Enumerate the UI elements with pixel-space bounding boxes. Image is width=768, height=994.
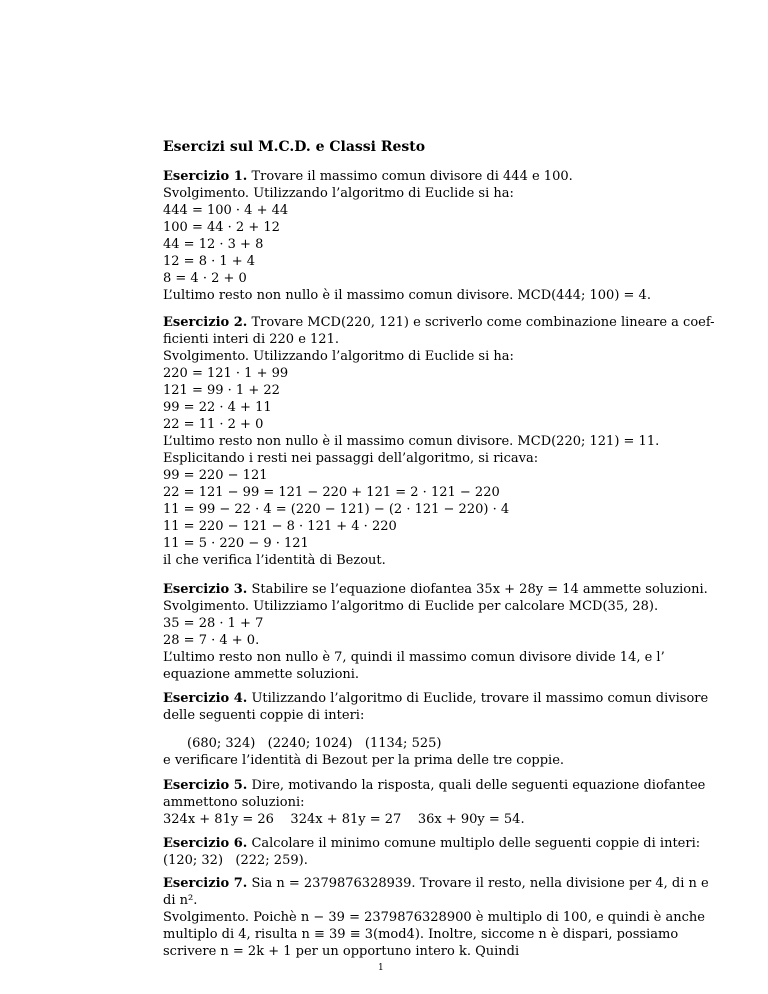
equation-line: 121 = 99 · 1 + 22 — [163, 383, 280, 398]
exercise-heading: Esercizio 5. — [163, 778, 248, 793]
text-line: L’ultimo resto non nullo è il massimo comun divisore. MCD(220; 121) = 11. — [163, 434, 660, 449]
exercise-7 — [163, 875, 709, 960]
equation-line: 100 = 44 · 2 + 12 — [163, 220, 280, 235]
exercise-2 — [163, 314, 715, 569]
exercise-text: Stabilire se l’equazione diofantea 35x + 28y = 14 ammette soluzioni. — [251, 582, 708, 597]
exercise-text: Sia n = 2379876328939. Trovare il resto, nella divisione per 4, di n e — [251, 876, 709, 891]
equation-line: 8 = 4 · 2 + 0 — [163, 271, 247, 286]
equation-line: 44 = 12 · 3 + 8 — [163, 237, 264, 252]
exercise-5 — [163, 777, 706, 828]
equation-line: 99 = 220 − 121 — [163, 468, 268, 483]
equation-line: 444 = 100 · 4 + 44 — [163, 203, 289, 218]
exercise-text: ficienti interi di 220 e 121. — [163, 332, 339, 347]
exercise-text: Dire, motivando la risposta, quali delle seguenti equazione diofantee — [251, 778, 706, 793]
text-line: multiplo di 4, risulta n ≡ 39 ≡ 3(mod4). Inoltre, siccome n è dispari, possiamo — [163, 927, 679, 942]
text-line: scrivere n = 2k + 1 per un opportuno intero k. Quindi — [163, 944, 520, 959]
exercise-text: Trovare MCD(220, 121) e scriverlo come combinazione lineare a coef- — [251, 315, 715, 330]
exercise-heading: Esercizio 2. — [163, 315, 248, 330]
text-line: equazione ammette soluzioni. — [163, 667, 360, 682]
exercise-text: ammettono soluzioni: — [163, 795, 305, 810]
text-line: Svolgimento. Utilizzando l’algoritmo di Euclide si ha: — [163, 349, 514, 364]
pairs-line: (680; 324) (2240; 1024) (1134; 525) — [187, 736, 442, 751]
text-line: L’ultimo resto non nullo è 7, quindi il massimo comun divisore divide 14, e l’ — [163, 650, 665, 665]
equation-line: 28 = 7 · 4 + 0. — [163, 633, 260, 648]
exercise-heading: Esercizio 7. — [163, 876, 248, 891]
text-line: e verificare l’identità di Bezout per la prima delle tre coppie. — [163, 753, 565, 768]
equation-line: 12 = 8 · 1 + 4 — [163, 254, 256, 269]
exercise-text: Calcolare il minimo comune multiplo delle seguenti coppie di interi: — [251, 836, 701, 851]
exercise-text: Trovare il massimo comun divisore di 444 e 100. — [251, 169, 573, 184]
text-line: L’ultimo resto non nullo è il massimo comun divisore. MCD(444; 100) = 4. — [163, 288, 651, 303]
equation-line: 22 = 11 · 2 + 0 — [163, 417, 264, 432]
exercise-text: di n². — [163, 893, 198, 908]
text-line: Esplicitando i resti nei passaggi dell’algoritmo, si ricava: — [163, 451, 539, 466]
exercise-1 — [163, 168, 651, 304]
text-line: il che verifica l’identità di Bezout. — [163, 553, 386, 568]
exercise-heading: Esercizio 3. — [163, 582, 248, 597]
text-line: Svolgimento. Utilizzando l’algoritmo di Euclide si ha: — [163, 186, 514, 201]
equation-line: 11 = 5 · 220 − 9 · 121 — [163, 536, 309, 551]
equation-line: 99 = 22 · 4 + 11 — [163, 400, 272, 415]
equation-line: 35 = 28 · 1 + 7 — [163, 616, 264, 631]
equations-line: 324x + 81y = 26 324x + 81y = 27 36x + 90y = 54. — [163, 812, 525, 827]
exercise-text: Utilizzando l’algoritmo di Euclide, trovare il massimo comun divisore — [251, 691, 709, 706]
exercise-heading: Esercizio 6. — [163, 836, 248, 851]
exercise-heading: Esercizio 4. — [163, 691, 248, 706]
exercise-3 — [163, 581, 708, 683]
equation-line: 22 = 121 − 99 = 121 − 220 + 121 = 2 · 121 − 220 — [163, 485, 500, 500]
page-number: 1 — [378, 963, 384, 973]
exercise-text: delle seguenti coppie di interi: — [163, 708, 365, 723]
equation-line: 11 = 220 − 121 − 8 · 121 + 4 · 220 — [163, 519, 397, 534]
exercise-heading: Esercizio 1. — [163, 169, 248, 184]
exercise-4 — [163, 690, 709, 769]
equation-line: 11 = 99 − 22 · 4 = (220 − 121) − (2 · 121 − 220) · 4 — [163, 502, 510, 517]
text-line: Svolgimento. Poichè n − 39 = 2379876328900 è multiplo di 100, e quindi è anche — [163, 910, 705, 925]
page-title: Esercizi sul M.C.D. e Classi Resto — [163, 139, 426, 155]
exercise-text: (120; 32) (222; 259). — [163, 853, 308, 868]
text-line: Svolgimento. Utilizziamo l’algoritmo di Euclide per calcolare MCD(35, 28). — [163, 599, 659, 614]
equation-line: 220 = 121 · 1 + 99 — [163, 366, 289, 381]
exercise-6 — [163, 835, 701, 869]
